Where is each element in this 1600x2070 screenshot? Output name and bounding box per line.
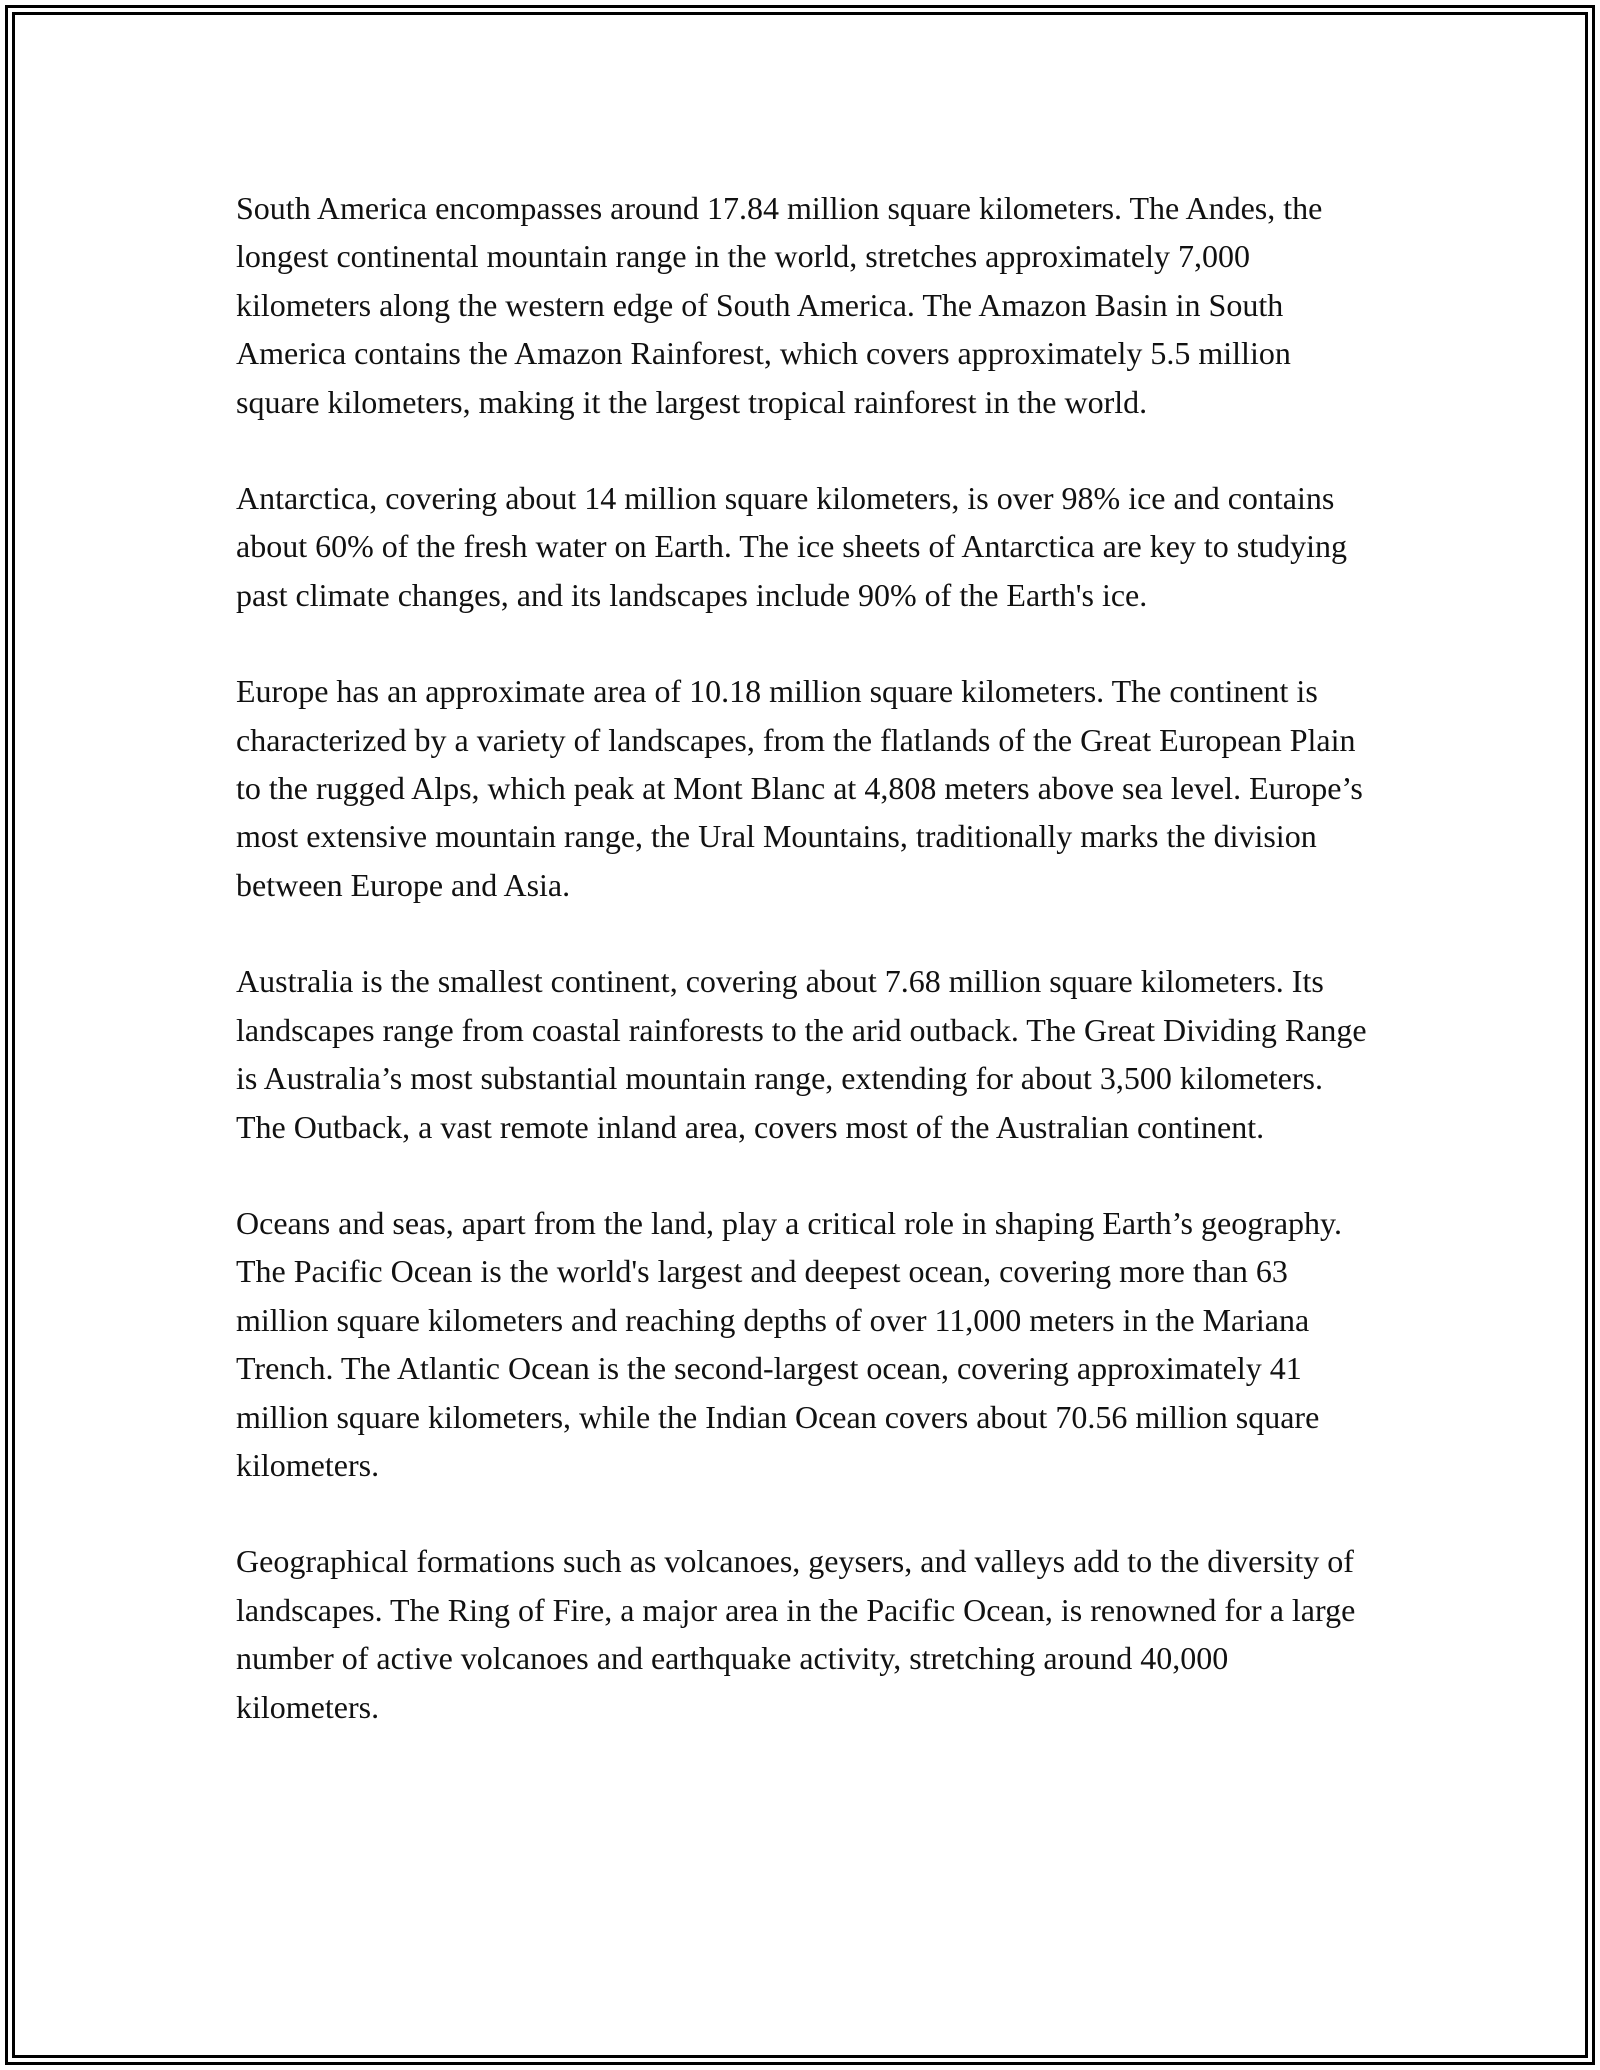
paragraph-antarctica: Antarctica, covering about 14 million square kilometers, is over 98% ice and contains about 60% of the fresh water on Earth. The ice sheets of Antarctica are key to studying past climate changes, and its landscapes include 90% of the Earth's ice.: [236, 480, 1348, 613]
paragraph-australia: Australia is the smallest continent, covering about 7.68 million square kilometers. Its landscapes range from coastal rainforests to the arid outback. The Great Dividing Range is Australia’s most substantial mountain range, extending for about 3,500 kilometers. The Outback, a vast remote inland area, covers most of the Australian continent.: [236, 963, 1367, 1145]
document-body: [236, 184, 1376, 1779]
paragraph-oceans: Oceans and seas, apart from the land, play a critical role in shaping Earth’s geography. The Pacific Ocean is the world's largest and deepest ocean, covering more than 63 million square kilometers and reaching depths of over 11,000 meters in the Mariana Trench. The Atlantic Ocean is the second-largest ocean, covering approximately 41 million square kilometers, while the Indian Ocean covers about 70.56 million square kilometers.: [236, 1204, 1342, 1483]
paragraph-south-america: South America encompasses around 17.84 million square kilometers. The Andes, the longest continental mountain range in the world, stretches approximately 7,000 kilometers along the western edge of South America. The Amazon Basin in South America contains the Amazon Rainforest, which covers approximately 5.5 million square kilometers, making it the largest tropical rainforest in the world.: [236, 190, 1323, 420]
paragraph-formations: Geographical formations such as volcanoes, geysers, and valleys add to the diversity of landscapes. The Ring of Fire, a major area in the Pacific Ocean, is renowned for a large number of active volcanoes and earthquake activity, stretching around 40,000 kilometers.: [236, 1543, 1356, 1725]
paragraph-europe: Europe has an approximate area of 10.18 million square kilometers. The continent is characterized by a variety of landscapes, from the flatlands of the Great European Plain to the rugged Alps, which peak at Mont Blanc at 4,808 meters above sea level. Europe’s most extensive mountain range, the Ural Mountains, traditionally marks the division between Europe and Asia.: [236, 673, 1363, 903]
